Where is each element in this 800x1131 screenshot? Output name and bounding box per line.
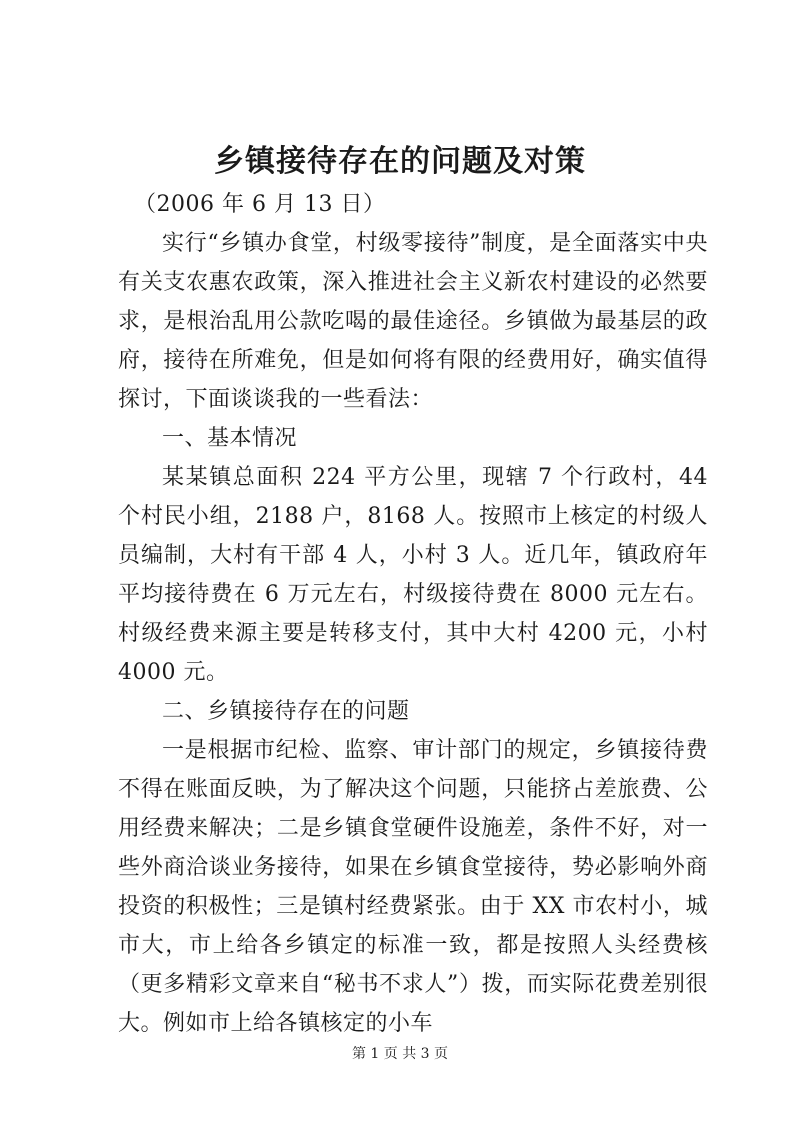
section-heading-basic-situation: 一、基本情况 xyxy=(162,426,298,451)
page-footer: 第 1 页 共 3 页 xyxy=(351,1046,449,1062)
paragraph-problems: 一是根据市纪检、监察、审计部门的规定，乡镇接待费不得在账面反映，为了解决这个问题，只能挤占差旅费、公用经费来解决；二是乡镇食堂硬件设施差，条件不好，对一些外商洽谈业务接待，如果在乡镇食堂接待，势必影响外商投资的积极性；三是镇村经费紧张。由于 XX 市农村小，城市大，市上给各乡镇定的标准一致，都是按照人头经费核（更多精彩文章来自“秘书不求人”）拨，而实际花费差别很大。例如市上给各镇核定的小车 xyxy=(118,738,708,1036)
document-date: （2006 年 6 月 13 日） xyxy=(134,192,386,217)
document-body xyxy=(118,185,708,1043)
document-title: 乡镇接待存在的问题及对策 xyxy=(214,144,586,179)
paragraph-basic-situation: 某某镇总面积 224 平方公里，现辖 7 个行政村，44 个村民小组，2188 户，8168 人。按照市上核定的村级人员编制，大村有干部 4 人，小村 3 人。近几年，镇政府年平均接待费在 6 万元左右，村级接待费在 8000 元左右。村级经费来源主要是转移支付，其中大村 4200 元，小村 4000 元。 xyxy=(118,465,708,685)
paragraph-intro: 实行“乡镇办食堂，村级零接待”制度，是全面落实中央有关支农惠农政策，深入推进社会主义新农村建设的必然要求，是根治乱用公款吃喝的最佳途径。乡镇做为最基层的政府，接待在所难免，但是如何将有限的经费用好，确实值得探讨，下面谈谈我的一些看法： xyxy=(118,231,708,412)
section-heading-problems: 二、乡镇接待存在的问题 xyxy=(162,699,410,724)
